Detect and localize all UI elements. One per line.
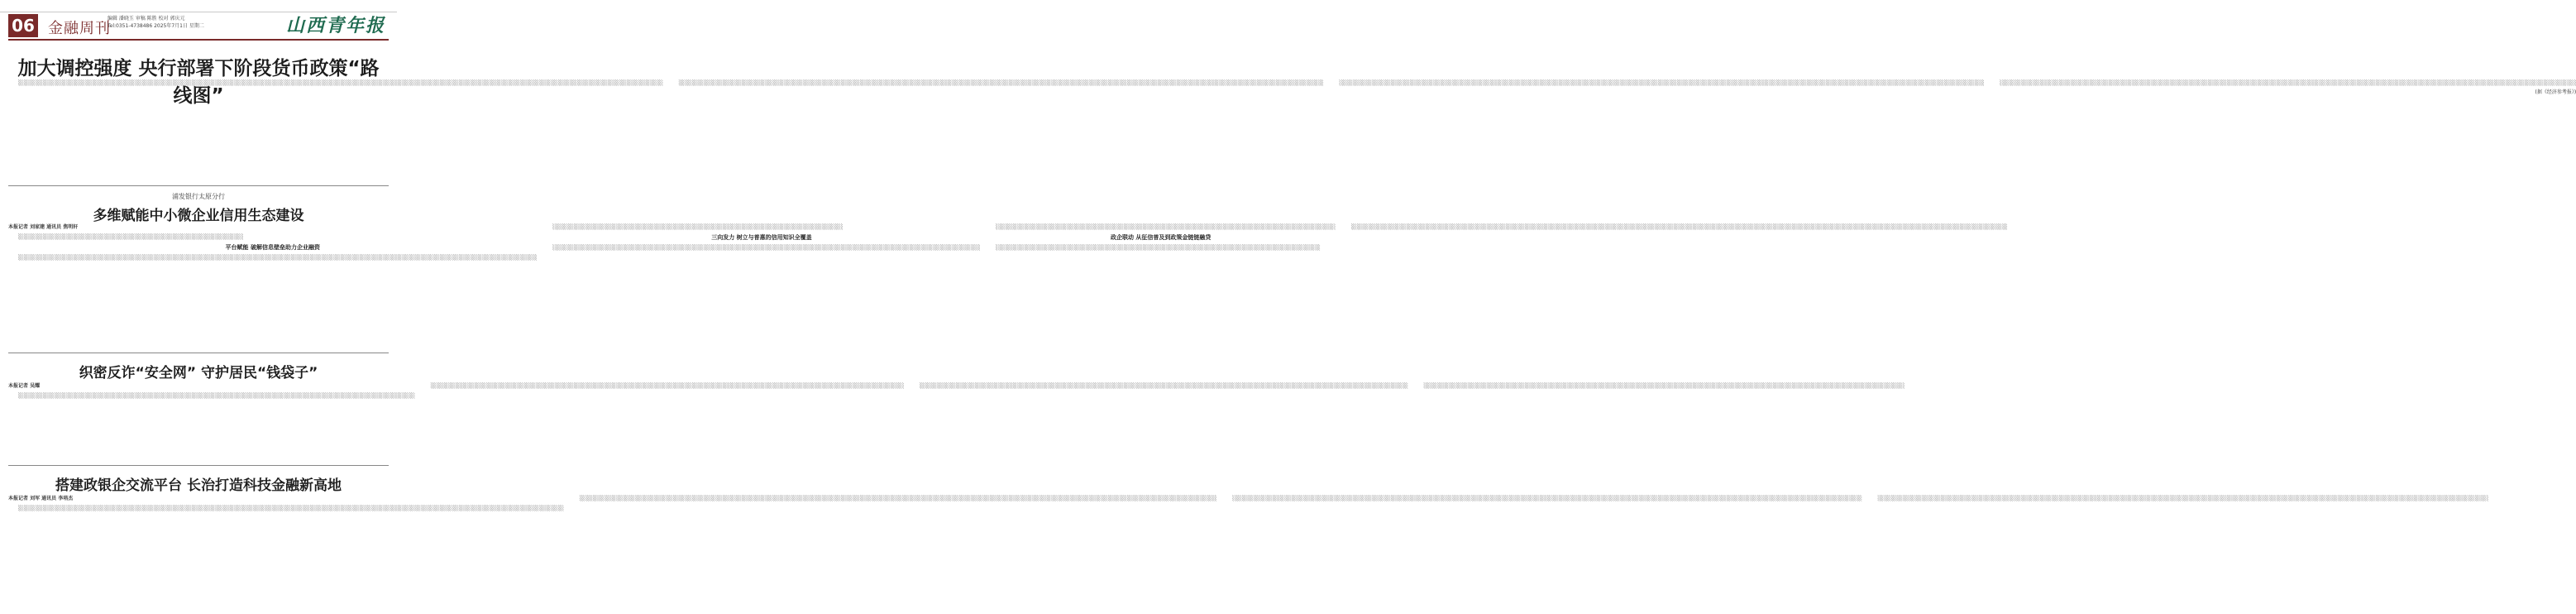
article3-col-3: ░░░░░░░░░░░░░░░░░░░░░░░░░░░░░░░░░░░░░░░░░░░░░░░░░░░░░░░░░░░░░░░░░░░░░░░░░░░░░░░░░░░░░░░░░░░░░░░░░░░░░░░░░░░░░░░░░░░░░░░░░░░░░░░░ [920, 383, 1408, 389]
article3-col-2: ░░░░░░░░░░░░░░░░░░░░░░░░░░░░░░░░░░░░░░░░░░░░░░░░░░░░░░░░░░░░░░░░░░░░░░░░░░░░░░░░░░░░░░░░░░░░░░░░░░░░░░░░░░░░░░░░░░░░░░░░░░░░ [430, 383, 905, 389]
article2-col-4: ░░░░░░░░░░░░░░░░░░░░░░░░░░░░░░░░░░░░░░░░░░░░░░░░░░░░░░░░░░░░░░░░░░░░░░░░░░░░░░░░░░░░░░░░░░░░░░░░░░░░░░░░░░░░░░░░░░░░░░░░░░░░░░░░░░░░░░░░░░░░░░░░░░░░░░░░░░░░░░░░░░░░░░░░░░░░ [1351, 224, 2008, 230]
article1-col-1: ░░░░░░░░░░░░░░░░░░░░░░░░░░░░░░░░░░░░░░░░░░░░░░░░░░░░░░░░░░░░░░░░░░░░░░░░░░░░░░░░░░░░░░░░░░░░░░░░░░░░░░░░░░░░░░░░░░░░░░░░░░░░░░░░░░░░░░░░░░░░░░░░░░░░░░░░░░░░░░░░░░░░░░░░░ [18, 80, 663, 86]
article1-col-2: ░░░░░░░░░░░░░░░░░░░░░░░░░░░░░░░░░░░░░░░░░░░░░░░░░░░░░░░░░░░░░░░░░░░░░░░░░░░░░░░░░░░░░░░░░░░░░░░░░░░░░░░░░░░░░░░░░░░░░░░░░░░░░░░░░░░░░░░░░░░░░░░░░░░░░░░░░░░░░░░░░░░░░░░░░ [678, 80, 1324, 86]
article2-body [8, 223, 2008, 346]
article4-body [8, 495, 2489, 607]
article2-byline: 本报记者 刘家建 通讯员 焦明轩 [8, 224, 79, 230]
article4-headline: 搭建政银企交流平台 长治打造科技金融新高地 [55, 477, 342, 494]
masthead [0, 0, 397, 41]
article1-col-3: ░░░░░░░░░░░░░░░░░░░░░░░░░░░░░░░░░░░░░░░░░░░░░░░░░░░░░░░░░░░░░░░░░░░░░░░░░░░░░░░░░░░░░░░░░░░░░░░░░░░░░░░░░░░░░░░░░░░░░░░░░░░░░░░░░░░░░░░░░░░░░░░░░░░░░░░░░░░░░░░░░░░░░░░░░ [1339, 80, 1985, 86]
article2-subhead-2: 三向发力 树立与普惠的信用知识全覆盖 [711, 234, 812, 242]
article2-subhead-3: 政企联动 从征信普及到政策金链链融贷 [1110, 234, 1212, 242]
article1-headline: 加大调控强度 央行部署下阶段货币政策“路线图” [17, 58, 380, 107]
article4-col-3: ░░░░░░░░░░░░░░░░░░░░░░░░░░░░░░░░░░░░░░░░░░░░░░░░░░░░░░░░░░░░░░░░░░░░░░░░░░░░░░░░░░░░░░░░░░░░░░░░░░░░░░░░░░░░░░░░░░░░░░░░░░░░░░░░░░░░░░░░░░░░░░░░░░░░░░░░░░░░░░░░░░░░░ [1232, 496, 1862, 501]
article2-subhead-1: 平台赋能 破解信息壁垒助力企业融资 [225, 244, 320, 252]
article3-headline: 织密反诈“安全网” 守护居民“钱袋子” [79, 365, 318, 381]
article1-col-4: ░░░░░░░░░░░░░░░░░░░░░░░░░░░░░░░░░░░░░░░░░░░░░░░░░░░░░░░░░░░░░░░░░░░░░░░░░░░░░░░░░░░░░░░░░░░░░░░░░░░░░░░░░░░░░░░░░░░░░░░░░░░░░░░░░░░░░░░░░░░░░░░░░░░░░░░ (据《经济参考报》) [1990, 79, 2576, 182]
meta-date: Tel:0351-4738486 2025年7月1日 星期二 [108, 23, 204, 29]
page-number-box: 06 [8, 14, 38, 37]
article3-col-4: ░░░░░░░░░░░░░░░░░░░░░░░░░░░░░░░░░░░░░░░░░░░░░░░░░░░░░░░░░░░░░░░░░░░░░░░░░░░░░░░░░░░░░░░░░░░░░░░░░░░░░░░░░░░░░░░░░░░░░░░░░░░░░░ [1423, 383, 1905, 389]
article2-kicker: 浦发银行太原分行 [172, 193, 225, 200]
divider-3 [8, 465, 389, 466]
newspaper-brand-logo: 山西青年报 [285, 15, 385, 36]
article2-col-2: ░░░░░░░░░░░░░░░░░░░░░░░░░░░░░░░░░░░░░░░░░░░░░░░░░░░░░░░░░░░░░░░░░░░░░░░░░░░░ 三向发力 树立与普惠的信用知识全覆盖 ░░░░░░░░░░░░░░░░░░░░░░░░░░░░░░░░░░░░░░░░░░░░░░░░░░░░░░░░░░░░░░░░░░░░░░░░░░░░░░░░░░░░░░░░░░░░░░░░░░░░░░░░░░░░░░░░ [543, 223, 981, 346]
article4-col-2: ░░░░░░░░░░░░░░░░░░░░░░░░░░░░░░░░░░░░░░░░░░░░░░░░░░░░░░░░░░░░░░░░░░░░░░░░░░░░░░░░░░░░░░░░░░░░░░░░░░░░░░░░░░░░░░░░░░░░░░░░░░░░░░░░░░░░░░░░░░░░░░░░░░░░░░░░░░░░░░░░░░░░░░░ [579, 496, 1217, 501]
article2-col-3: ░░░░░░░░░░░░░░░░░░░░░░░░░░░░░░░░░░░░░░░░░░░░░░░░░░░░░░░░░░░░░░░░░░░░░░░░░░░░░░░░░░░░░░░░░ 政企联动 从征信普及到政策金链链融贷 ░░░░░░░░░░░░░░░░░░░░░░░░░░░░░░░░░░░░░░░░░░░░░░░░░░░░░░░░░░░░░░░░░░░░░░░░░░░░░░░░░░░░░ [986, 223, 1336, 346]
masthead-meta [108, 15, 204, 30]
article3-body [8, 382, 1905, 463]
article1-body [8, 79, 2576, 182]
article4-col-1: 本报记者 刘军 通讯员 李培杰 ░░░░░░░░░░░░░░░░░░░░░░░░░░░░░░░░░░░░░░░░░░░░░░░░░░░░░░░░░░░░░░░░░░░░░░░░░░░░░░░░░░░░░░░░░░░░░░░░░░░░░░░░░░░░░░░░░░░░░░░░░░░░░░░░░░░░░░░░░░░░░░░ [8, 496, 564, 512]
section-title: 金融周刊 [48, 20, 111, 37]
article2-col-1: 本报记者 刘家建 通讯员 焦明轩 ░░░░░░░░░░░░░░░░░░░░░░░░░░░░░░░░░░░░░░░░░░░░░░░░░░░░░░░░░░░ 平台赋能 破解信息壁垒助力企业融资 ░░░░░░░░░░░░░░░░░░░░░░░░░░░░░░░░░░░░░░░░░░░░░░░░░░░░░░░░░░░░░░░░░░░░░░░░░░░░░░░░░░░░░░░░░░░░░░░░░░░░░░░░░░░░░░░░░░░░░░░░░░░░░░░░░░░░░░░░ [8, 224, 538, 261]
masthead-rule [8, 39, 389, 41]
article3-byline: 本报记者 吴耀 [8, 383, 41, 389]
article1-signoff: (据《经济参考报》) [2535, 89, 2576, 96]
article4-byline: 本报记者 刘军 通讯员 李培杰 [8, 496, 74, 501]
article2-headline: 多维赋能中小微企业信用生态建设 [93, 208, 304, 224]
article3-col-1: 本报记者 吴耀 ░░░░░░░░░░░░░░░░░░░░░░░░░░░░░░░░░░░░░░░░░░░░░░░░░░░░░░░░░░░░░░░░░░░░░░░░░░░░░░░░░░░░░░░░░░░░░░░░░░░░░░░░ [8, 383, 415, 400]
meta-editors: 编辑 潘晓玉 审稿 陈胜 校对 郭庆元 [108, 16, 185, 22]
article4-col-4: ░░░░░░░░░░░░░░░░░░░░░░░░░░░░░░░░░░░░░░░░░░░░░░░░░░░░░░░░░░░░░░░░░░░░░░░░░░░░░░░░░░░░░░░░░░░░░░░░░░░░░░░░░░░░░░░░░░░░░░░░░░░░░░░░░░░░░░░░░░░░░░░░░░░░░░░░░░░░░░░░ [1877, 496, 2489, 501]
divider-1 [8, 185, 389, 186]
